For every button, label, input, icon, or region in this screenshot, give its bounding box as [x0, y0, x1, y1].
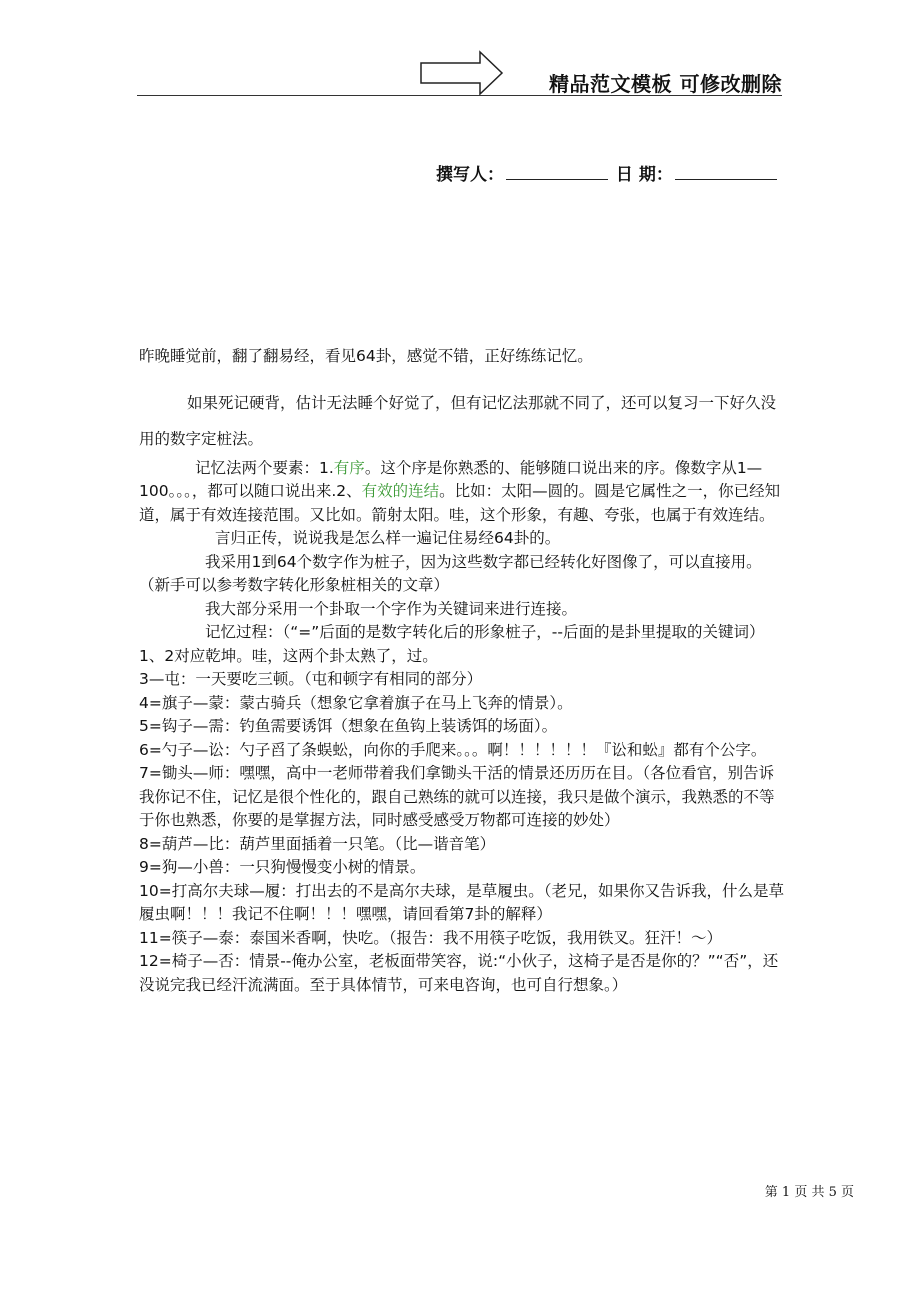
header-divider [137, 95, 782, 96]
list-item: 3—屯：一天要吃三顿。（屯和顿字有相同的部分） [139, 670, 483, 688]
list-item: 11=筷子—泰：泰国米香啊，快吃。（报告：我不用筷子吃饭，我用铁叉。狂汗！～） [139, 928, 722, 947]
list-item: 9=狗—小兽：一只狗慢慢变小树的情景。 [139, 858, 426, 876]
author-blank[interactable] [506, 165, 608, 180]
page-number: 第 1 页 共 5 页 [764, 1185, 854, 1200]
paragraph-process: 记忆过程：（“=”后面的是数字转化后的形象桩子，--后面的是卦里提取的关键词） [205, 623, 765, 641]
date-blank[interactable] [675, 165, 777, 180]
highlight-ordered: 有序 [333, 458, 365, 477]
paragraph-intro: 昨晚睡觉前，翻了翻易经，看见64卦，感觉不错，正好练练记忆。 [139, 347, 593, 365]
list-item: 10=打高尔夫球—履：打出去的不是高尔夫球，是草履虫。（老兄，如果你又告诉我，什么是草履虫啊！！！我记不住啊！！！嘿嘿，请回看第7卦的解释） [139, 881, 784, 923]
document-body [139, 345, 784, 997]
highlight-effective-link: 有效的连结 [361, 482, 440, 500]
header-title: 精品范文模板 可修改删除 [549, 72, 782, 96]
signature-line [436, 160, 779, 185]
paragraph-number-pegs: 我采用1到64个数字作为桩子，因为这些数字都已经转化好图像了，可以直接用。（新手可以参考数字转化形象桩相关的文章） [139, 552, 762, 594]
list-item: 1、2对应乾坤。哇，这两个卦太熟了，过。 [139, 646, 438, 665]
date-label: 日 期： [615, 165, 673, 185]
author-label: 撰写人： [436, 165, 504, 185]
list-item: 12=椅子—否：情景--俺办公室，老板面带笑容，说:“小伙子，这椅子是否是你的？”“否”，还没说完我已经汗流满面。至于具体情节，可来电咨询，也可自行想象。） [139, 952, 779, 994]
arrow-icon [420, 50, 504, 96]
paragraph-back-to-topic: 言归正传，说说我是怎么样一遍记住易经64卦的。 [215, 529, 561, 547]
paragraph-keywords: 我大部分采用一个卦取一个字作为关键词来进行连接。 [205, 599, 578, 618]
list-item: 7=锄头—师：嘿嘿，高中一老师带着我们拿锄头干活的情景还历历在目。（各位看官，别告诉我你记不住，记忆是很个性化的，跟自己熟练的就可以连接，我只是做个演示，我熟悉的不等于你也熟悉，你要的是掌握方法，同时感受感受万物都可连接的妙处） [139, 764, 775, 829]
list-item: 5=钩子—需：钓鱼需要诱饵（想象在鱼钩上装诱饵的场面）。 [139, 717, 558, 735]
paragraph-memory-method: 如果死记硬背，估计无法睡个好觉了，但有记忆法那就不同了，还可以复习一下好久没用的数字定桩法。 [139, 393, 777, 448]
list-item: 4=旗子—蒙：蒙古骑兵（想象它拿着旗子在马上飞奔的情景）。 [139, 693, 573, 712]
paragraph-two-elements: 记忆法两个要素：1.有序。这个序是你熟悉的、能够随口说出来的序。像数字从1—100。。。，都可以随口说出来.2、有效的连结。比如：太阳—圆的。圆是它属性之一，你已经知道，属于有效连接范围。又比如。箭射太阳。哇，这个形象，有趣、夸张，也属于有效连结。 [139, 458, 781, 524]
list-item: 6=勺子—讼：勺子舀了条蜈蚣，向你的手爬来。。。啊！！！！！！『讼和蚣』都有个公字。 [139, 740, 767, 759]
list-item: 8=葫芦—比：葫芦里面插着一只笔。（比—谐音笔） [139, 834, 496, 853]
